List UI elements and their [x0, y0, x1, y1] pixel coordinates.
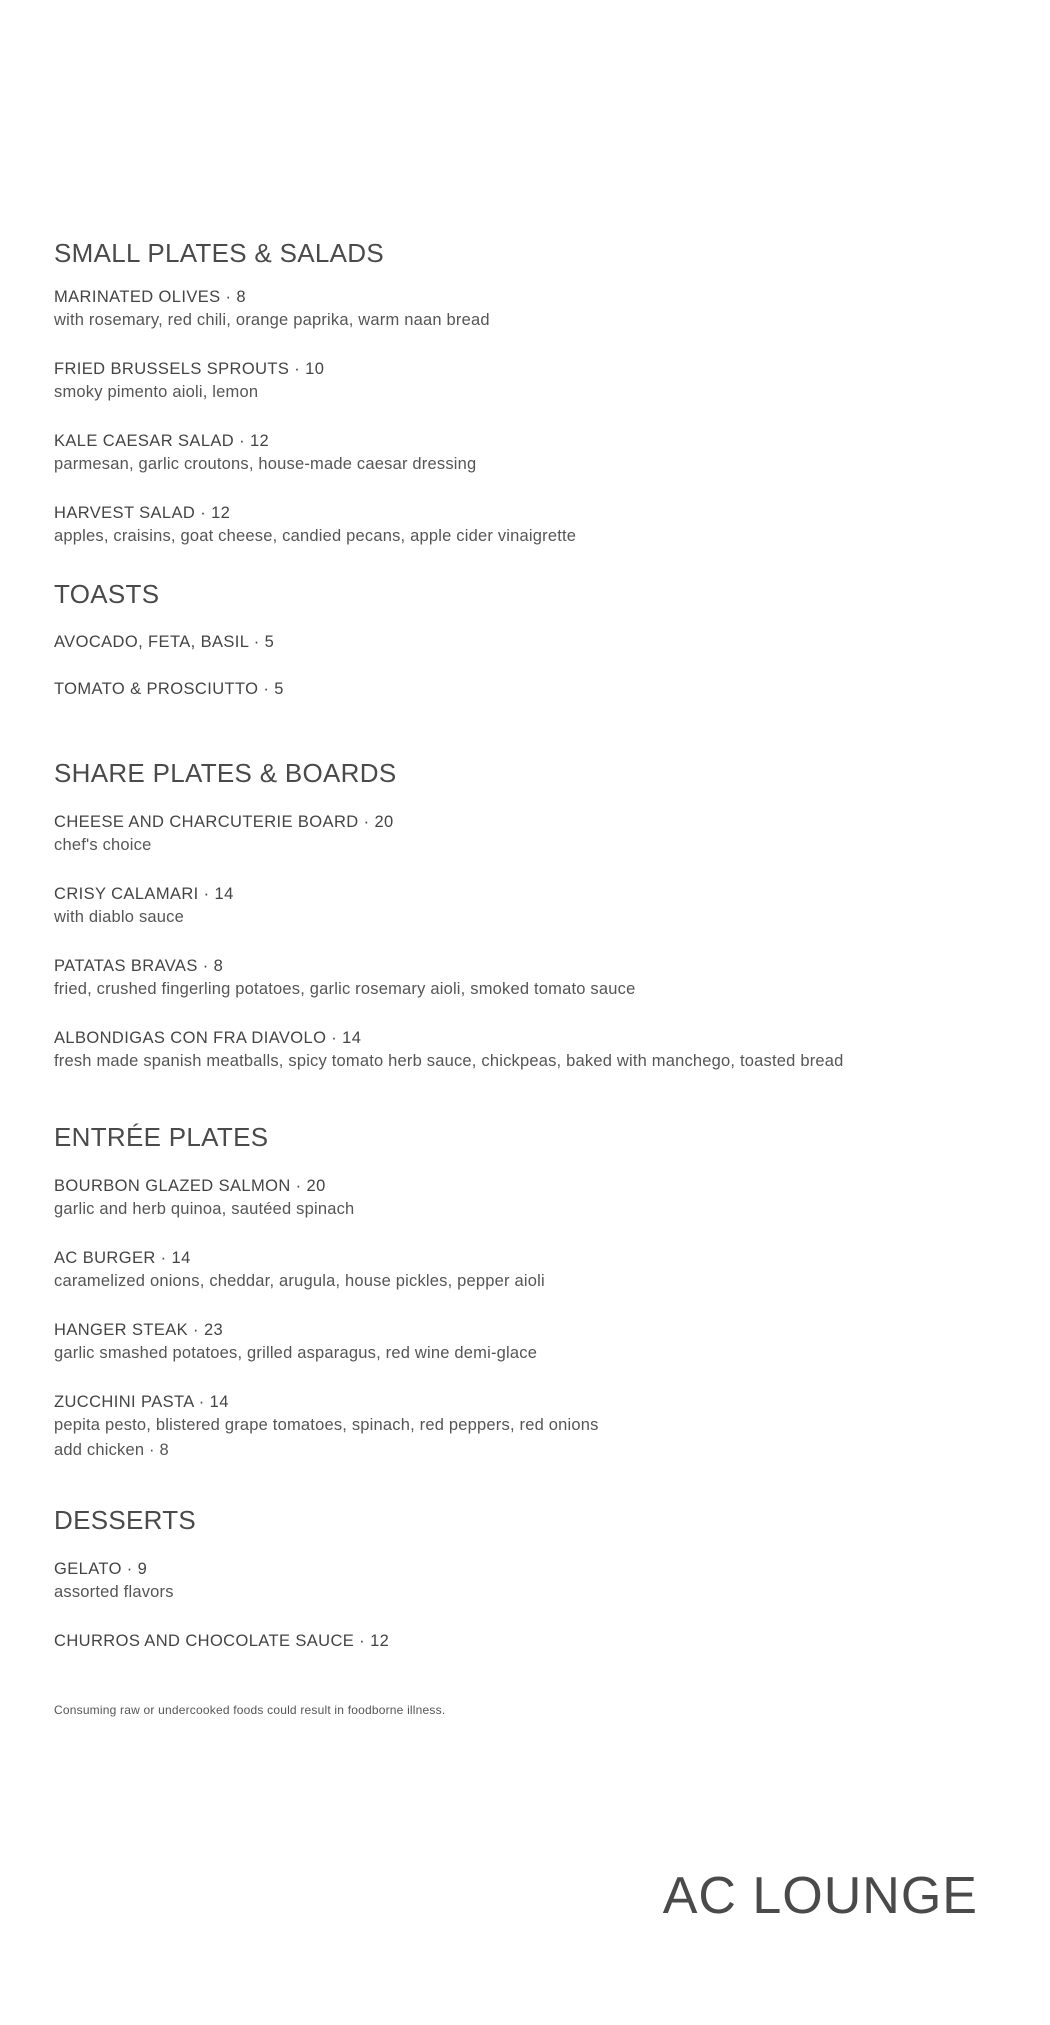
- section-share-plates-boards: [54, 757, 1014, 1074]
- item-description: fried, crushed fingerling potatoes, garlic rosemary aioli, smoked tomato sauce: [54, 980, 636, 998]
- item-name: AVOCADO, FETA, BASIL · 5: [54, 633, 275, 651]
- item-name: TOMATO & PROSCIUTTO · 5: [54, 680, 284, 698]
- menu-item: [54, 1175, 1014, 1222]
- item-addon: add chicken · 8: [54, 1441, 169, 1459]
- item-description: parmesan, garlic croutons, house-made caesar dressing: [54, 455, 477, 473]
- menu-item: [54, 1319, 1014, 1366]
- item-description: assorted flavors: [54, 1583, 174, 1601]
- menu-item: [54, 358, 1014, 405]
- item-description: chef's choice: [54, 836, 152, 854]
- item-name: BOURBON GLAZED SALMON · 20: [54, 1177, 326, 1195]
- item-description: apples, craisins, goat cheese, candied pecans, apple cider vinaigrette: [54, 527, 577, 545]
- item-name: HANGER STEAK · 23: [54, 1321, 224, 1339]
- item-description: with rosemary, red chili, orange paprika, warm naan bread: [54, 311, 490, 329]
- section-title: SHARE PLATES & BOARDS: [54, 758, 397, 788]
- item-name: MARINATED OLIVES · 8: [54, 288, 246, 306]
- item-description: garlic smashed potatoes, grilled asparagus, red wine demi-glace: [54, 1344, 538, 1362]
- menu-item: [54, 1558, 1014, 1605]
- item-name: ALBONDIGAS CON FRA DIAVOLO · 14: [54, 1029, 362, 1047]
- menu-item: [54, 631, 1014, 653]
- menu-item: [54, 1247, 1014, 1294]
- menu-item: [54, 678, 1014, 700]
- section-title: ENTRÉE PLATES: [54, 1122, 269, 1152]
- section-title: TOASTS: [54, 579, 160, 609]
- item-name: ZUCCHINI PASTA · 14: [54, 1393, 229, 1411]
- menu-item: [54, 286, 1014, 333]
- item-name: KALE CAESAR SALAD · 12: [54, 432, 270, 450]
- item-description: smoky pimento aioli, lemon: [54, 383, 259, 401]
- brand-logo: AC LOUNGE: [662, 1867, 978, 1925]
- section-title: SMALL PLATES & SALADS: [54, 238, 384, 268]
- section-small-plates-salads: [54, 237, 1014, 549]
- section-title: DESSERTS: [54, 1505, 197, 1535]
- food-safety-disclaimer: Consuming raw or undercooked foods could result in foodborne illness.: [54, 1703, 446, 1717]
- section-entree-plates: [54, 1121, 1014, 1463]
- section-toasts: [54, 578, 1014, 700]
- menu-item: [54, 1027, 1014, 1074]
- item-name: GELATO · 9: [54, 1560, 148, 1578]
- menu-item: [54, 1630, 1014, 1652]
- menu-item: [54, 430, 1014, 477]
- item-name: CHURROS AND CHOCOLATE SAUCE · 12: [54, 1632, 390, 1650]
- item-description: caramelized onions, cheddar, arugula, house pickles, pepper aioli: [54, 1272, 545, 1290]
- item-description: pepita pesto, blistered grape tomatoes, spinach, red peppers, red onions: [54, 1416, 599, 1434]
- item-name: CRISY CALAMARI · 14: [54, 885, 234, 903]
- menu-item: [54, 883, 1014, 930]
- item-description: fresh made spanish meatballs, spicy tomato herb sauce, chickpeas, baked with manchego, toasted bread: [54, 1052, 844, 1070]
- menu-item: [54, 502, 1014, 549]
- item-name: CHEESE AND CHARCUTERIE BOARD · 20: [54, 813, 394, 831]
- menu-item: [54, 811, 1014, 858]
- menu-item: [54, 1391, 1014, 1463]
- item-name: FRIED BRUSSELS SPROUTS · 10: [54, 360, 325, 378]
- item-name: PATATAS BRAVAS · 8: [54, 957, 224, 975]
- menu-item: [54, 955, 1014, 1002]
- item-description: garlic and herb quinoa, sautéed spinach: [54, 1200, 355, 1218]
- item-name: AC BURGER · 14: [54, 1249, 191, 1267]
- item-name: HARVEST SALAD · 12: [54, 504, 231, 522]
- section-desserts: [54, 1504, 1014, 1652]
- item-description: with diablo sauce: [54, 908, 184, 926]
